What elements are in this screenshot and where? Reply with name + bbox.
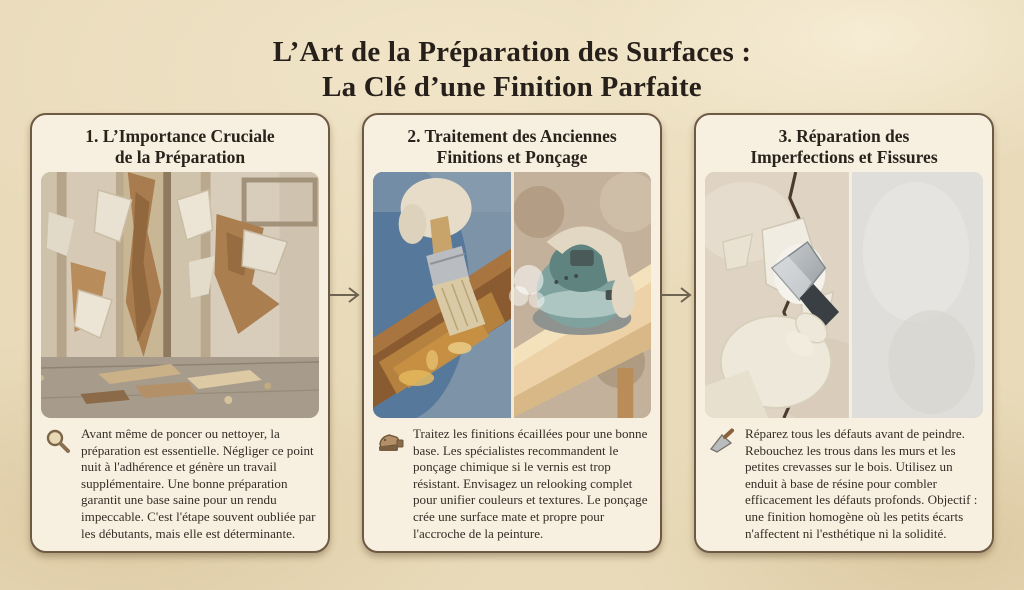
page-title-line2: La Clé d’une Finition Parfaite (322, 71, 702, 104)
panel-3-heading-line2: Imperfections et Fissures (750, 147, 938, 167)
page-title (0, 35, 1024, 105)
varnish-brush-and-sander-art (373, 172, 651, 418)
panel-2-heading (364, 115, 660, 175)
panel-old-finishes-sanding (362, 113, 662, 553)
panel-2-heading-line2: Finitions et Ponçage (436, 147, 588, 167)
panel-2-heading-line1: 2. Traitement des Anciennes (407, 126, 617, 146)
crack-repair-art (705, 172, 983, 418)
varnish-brush-and-sander-photo (373, 172, 651, 418)
peeling-paint-door-photo (41, 172, 319, 418)
panel-preparation-importance (30, 113, 330, 553)
page-title-line1: L’Art de la Préparation des Surfaces : (272, 36, 752, 69)
panel-3-text: Réparez tous les défauts avant de peindre. Rebouchez les trous dans les murs et les petites crevasses sur le bois. Utilisez un enduit à base de résine pour combler efficacement les défauts profonds. Objectif : une finition homogène où les petits écarts n'affectent ni l'esthétique ni la solidité. (745, 426, 978, 541)
trowel-icon (709, 428, 736, 455)
panel-3-body (709, 426, 981, 543)
panel-imperfections-cracks (694, 113, 994, 553)
crack-repair-photo (705, 172, 983, 418)
panel-3-heading-line1: 3. Réparation des (778, 126, 910, 146)
panel-3-heading (696, 115, 992, 175)
peeling-paint-door-art (41, 172, 319, 418)
panel-1-heading-line1: 1. L’Importance Cruciale (85, 126, 275, 146)
panel-1-heading (32, 115, 328, 175)
panel-1-body (45, 426, 317, 543)
panel-1-heading-line2: de la Préparation (114, 147, 246, 167)
magnifier-icon (45, 428, 72, 455)
right-arrow-icon (330, 285, 362, 305)
sander-icon (377, 428, 404, 455)
panel-2-body (377, 426, 649, 543)
panel-1-text: Avant même de poncer ou nettoyer, la préparation est essentielle. Négliger ce point nuit à l'adhérence et génère un travail supplémentaire. Une bonne préparation garantit une base saine pour un rendu impeccable. C'est l'étape souvent oubliée par les débutants, mais elle est déterminante. (81, 426, 316, 541)
right-arrow-icon (662, 285, 694, 305)
panel-2-text: Traitez les finitions écaillées pour une bonne base. Les spécialistes recommandent le ponçage chimique si le vernis est trop résistant. Envisagez un relooking complet pour unifier couleurs et textures. Le ponçage crée une surface mate et propre pour l'accroche de la peinture. (413, 426, 648, 541)
